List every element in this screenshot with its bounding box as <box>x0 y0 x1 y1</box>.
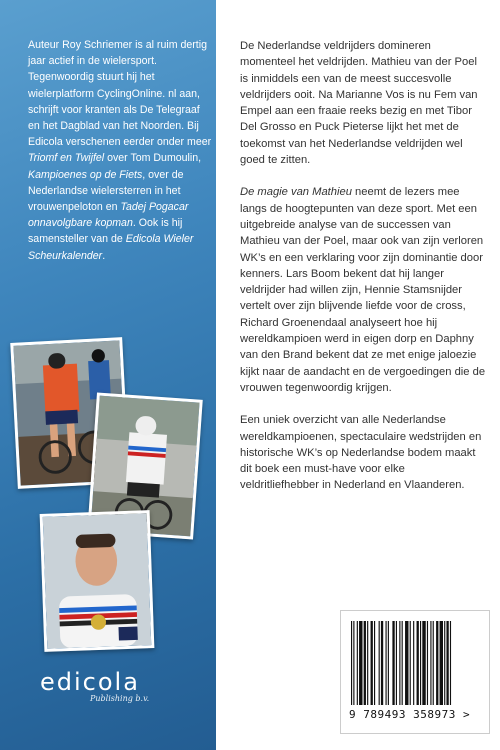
bio-segment: over Tom Dumoulin, <box>104 152 202 165</box>
isbn-number: 9 789493 358973 > <box>349 708 471 721</box>
bio-segment: . Ook is hij samensteller van de <box>28 217 183 246</box>
bio-segment: , over de Nederlandse wielersterren in het vrouwenpeloton en <box>28 168 184 214</box>
logo-subtitle: Publishing b.v. <box>90 694 150 703</box>
book-description <box>240 38 486 510</box>
book-title-scheurkalender: Edicola Wieler Scheurkalender <box>28 233 194 262</box>
book-title-pogacar: Tadej Pogacar onnavolgbare kopman <box>28 201 189 230</box>
author-bio <box>28 37 212 264</box>
barcode-bars <box>349 621 483 705</box>
bio-segment: Auteur Roy Schriemer is al ruim dertig jaar actief in de wielersport. Tegenwoordig stuurt hij het wielerplatform CyclingOnline. nl aan, schrijft voor kranten als De Telegraaf en het Dagblad van het Noorden. Bij Edicola verschenen eerder onder meer <box>28 39 212 149</box>
description-paragraph-1: De Nederlandse veldrijders domineren momenteel het veldrijden. Mathieu van der Poel is inmiddels een van de meest succesvolle veldrijders ooit. Na Marianne Vos is nu Fem van Empel aan een fraaie reeks bezig en met Tibor Del Grosso en Puck Pieterse lijkt het met de toekomst van het Nederlandse veldrijden wel goed te zitten. <box>240 40 478 167</box>
logo-brand: edicola <box>40 668 140 696</box>
description-paragraph-2-text: neemt de lezers mee langs de hoogtepunten van deze sport. Met een uitgebreide analyse van de successen van Mathieu van der Poel, maar ook van zijn verloren WK’s en een verklaring voor zijn dominantie door kenners. Lars Boom bekent dat hij langer veldrijder had willen zijn, Hennie Stamsnijder vertelt over zijn blijvende liefde voor de cross, Richard Groenendaal analyseert hoe hij wereldkampioen werd in eigen dorp en Daphny van den Brand bekent dat ze met enige jaloezie kijkt naar de aandacht en de vergoedingen die de vrouwen tegenwoordig krijgen. <box>240 186 486 394</box>
isbn-barcode <box>340 610 490 734</box>
photo-champion-portrait <box>40 510 155 652</box>
author-bio-text <box>28 37 212 264</box>
description-paragraph-2 <box>240 184 486 396</box>
description-paragraph-3: Een uniek overzicht van alle Nederlandse wereldkampioenen, spectaculaire wedstrijden en historische WK’s op Nederlandse bodem maakt dit boek een must-have voor elke veldritliefhebber in Nederland en Vlaanderen. <box>240 414 482 492</box>
book-title-kampioenes: Kampioenes op de Fiets <box>28 168 143 181</box>
bio-segment: . <box>102 249 106 262</box>
back-cover-blue-panel <box>0 0 216 750</box>
edicola-logo <box>40 668 190 703</box>
book-title: De magie van Mathieu <box>240 186 352 199</box>
book-title-triomf: Triomf en Twijfel <box>28 152 105 165</box>
